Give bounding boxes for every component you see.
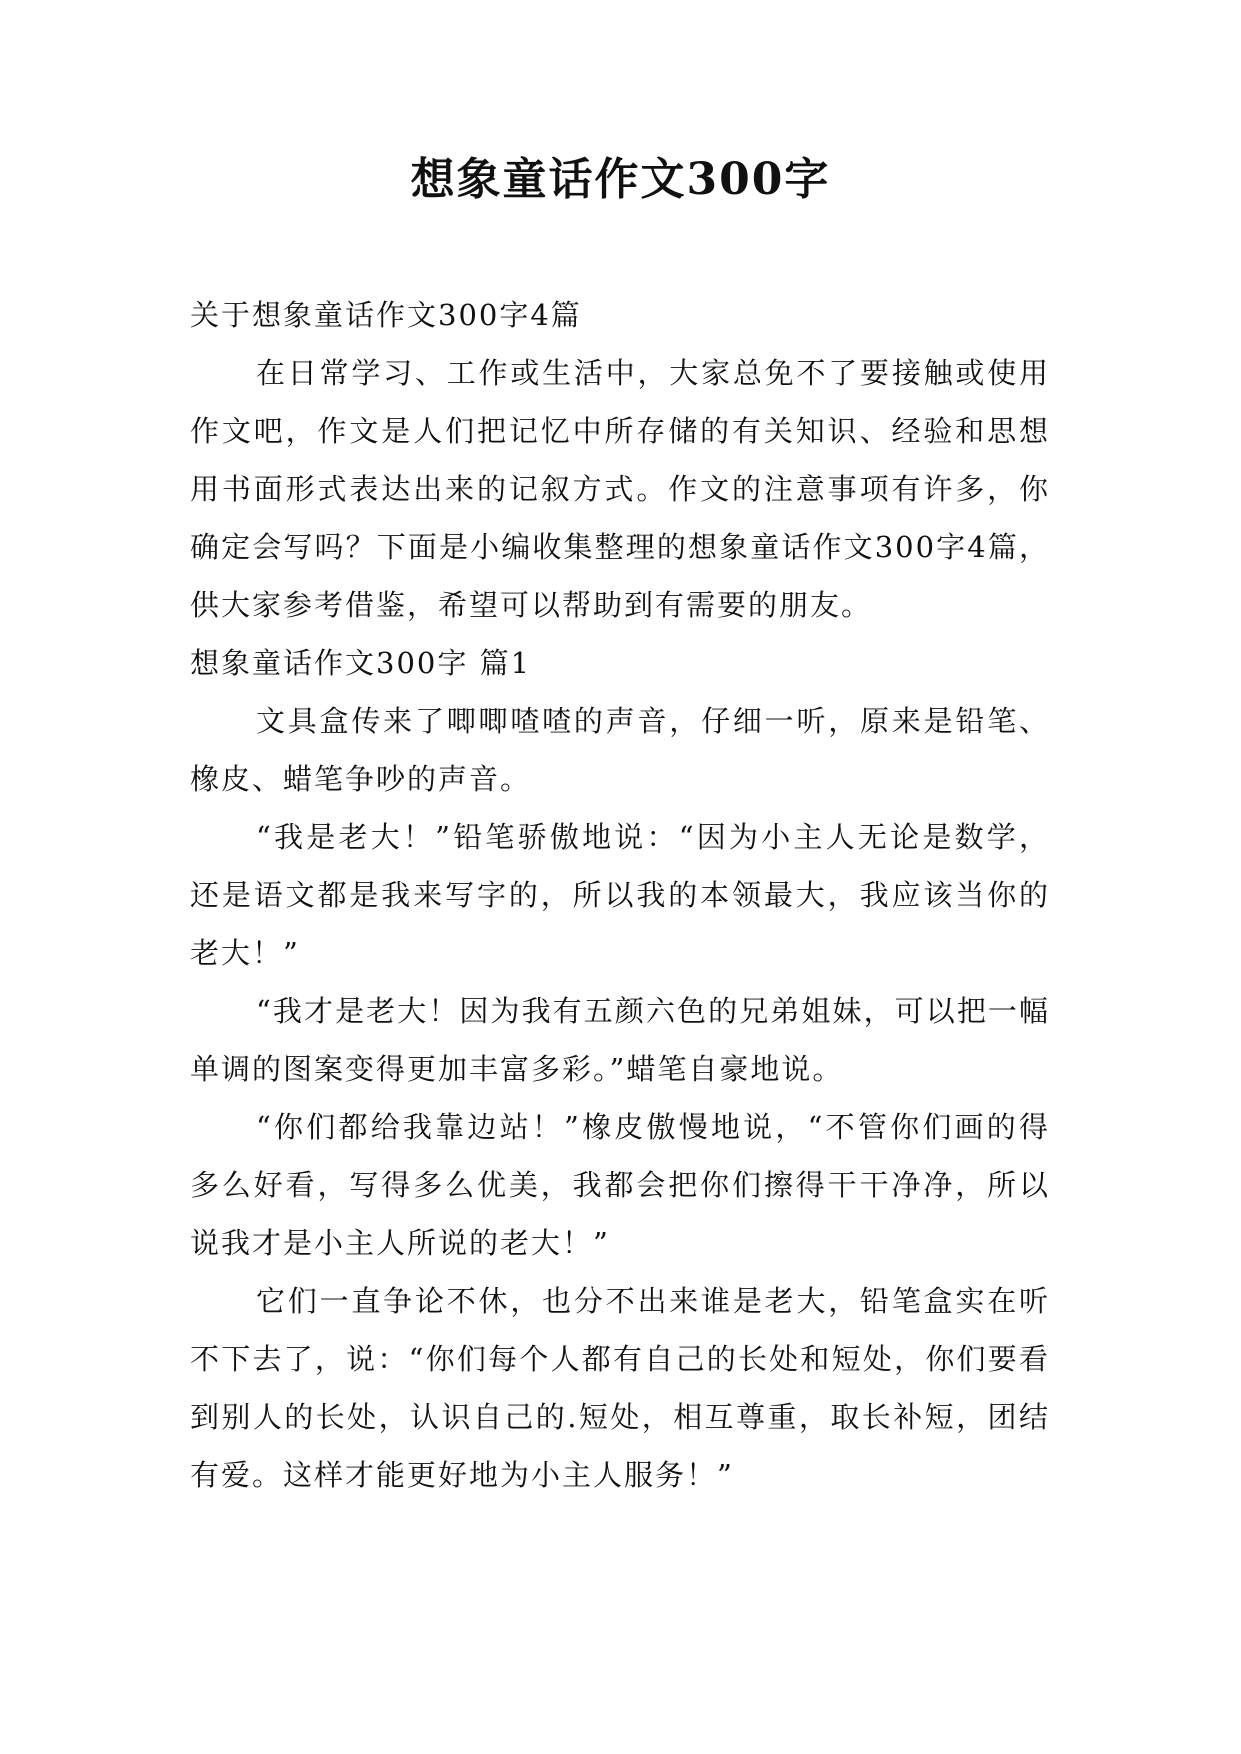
section-heading: 关于想象童话作文300字4篇	[190, 298, 582, 332]
body-paragraph: “你们都给我靠边站！”橡皮傲慢地说，“不管你们画的得多么好看，写得多么优美，我都会把你们擦得干干净净，所以说我才是小主人所说的老大！”	[190, 1110, 1050, 1260]
body-paragraph: “我是老大！”铅笔骄傲地说：“因为小主人无论是数学，还是语文都是我来写字的，所以我的本领最大，我应该当你的老大！”	[190, 820, 1050, 970]
section-heading: 想象童话作文300字 篇1	[190, 646, 532, 680]
body-paragraph: “我才是老大！因为我有五颜六色的兄弟姐妹，可以把一幅单调的图案变得更加丰富多彩。”蜡笔自豪地说。	[190, 994, 1050, 1086]
document-title: 想象童话作文300字	[410, 154, 831, 205]
document-body	[190, 286, 1050, 1504]
body-paragraph: 文具盒传来了唧唧喳喳的声音，仔细一听，原来是铅笔、橡皮、蜡笔争吵的声音。	[190, 704, 1050, 796]
intro-paragraph: 在日常学习、工作或生活中，大家总免不了要接触或使用作文吧，作文是人们把记忆中所存储的有关知识、经验和思想用书面形式表达出来的记叙方式。作文的注意事项有许多，你确定会写吗？下面是小编收集整理的想象童话作文300字4篇，供大家参考借鉴，希望可以帮助到有需要的朋友。	[190, 356, 1050, 622]
body-paragraph: 它们一直争论不休，也分不出来谁是老大，铅笔盒实在听不下去了，说：“你们每个人都有自己的长处和短处，你们要看到别人的长处，认识自己的.短处，相互尊重，取长补短，团结有爱。这样才能更好地为小主人服务！”	[190, 1284, 1050, 1492]
